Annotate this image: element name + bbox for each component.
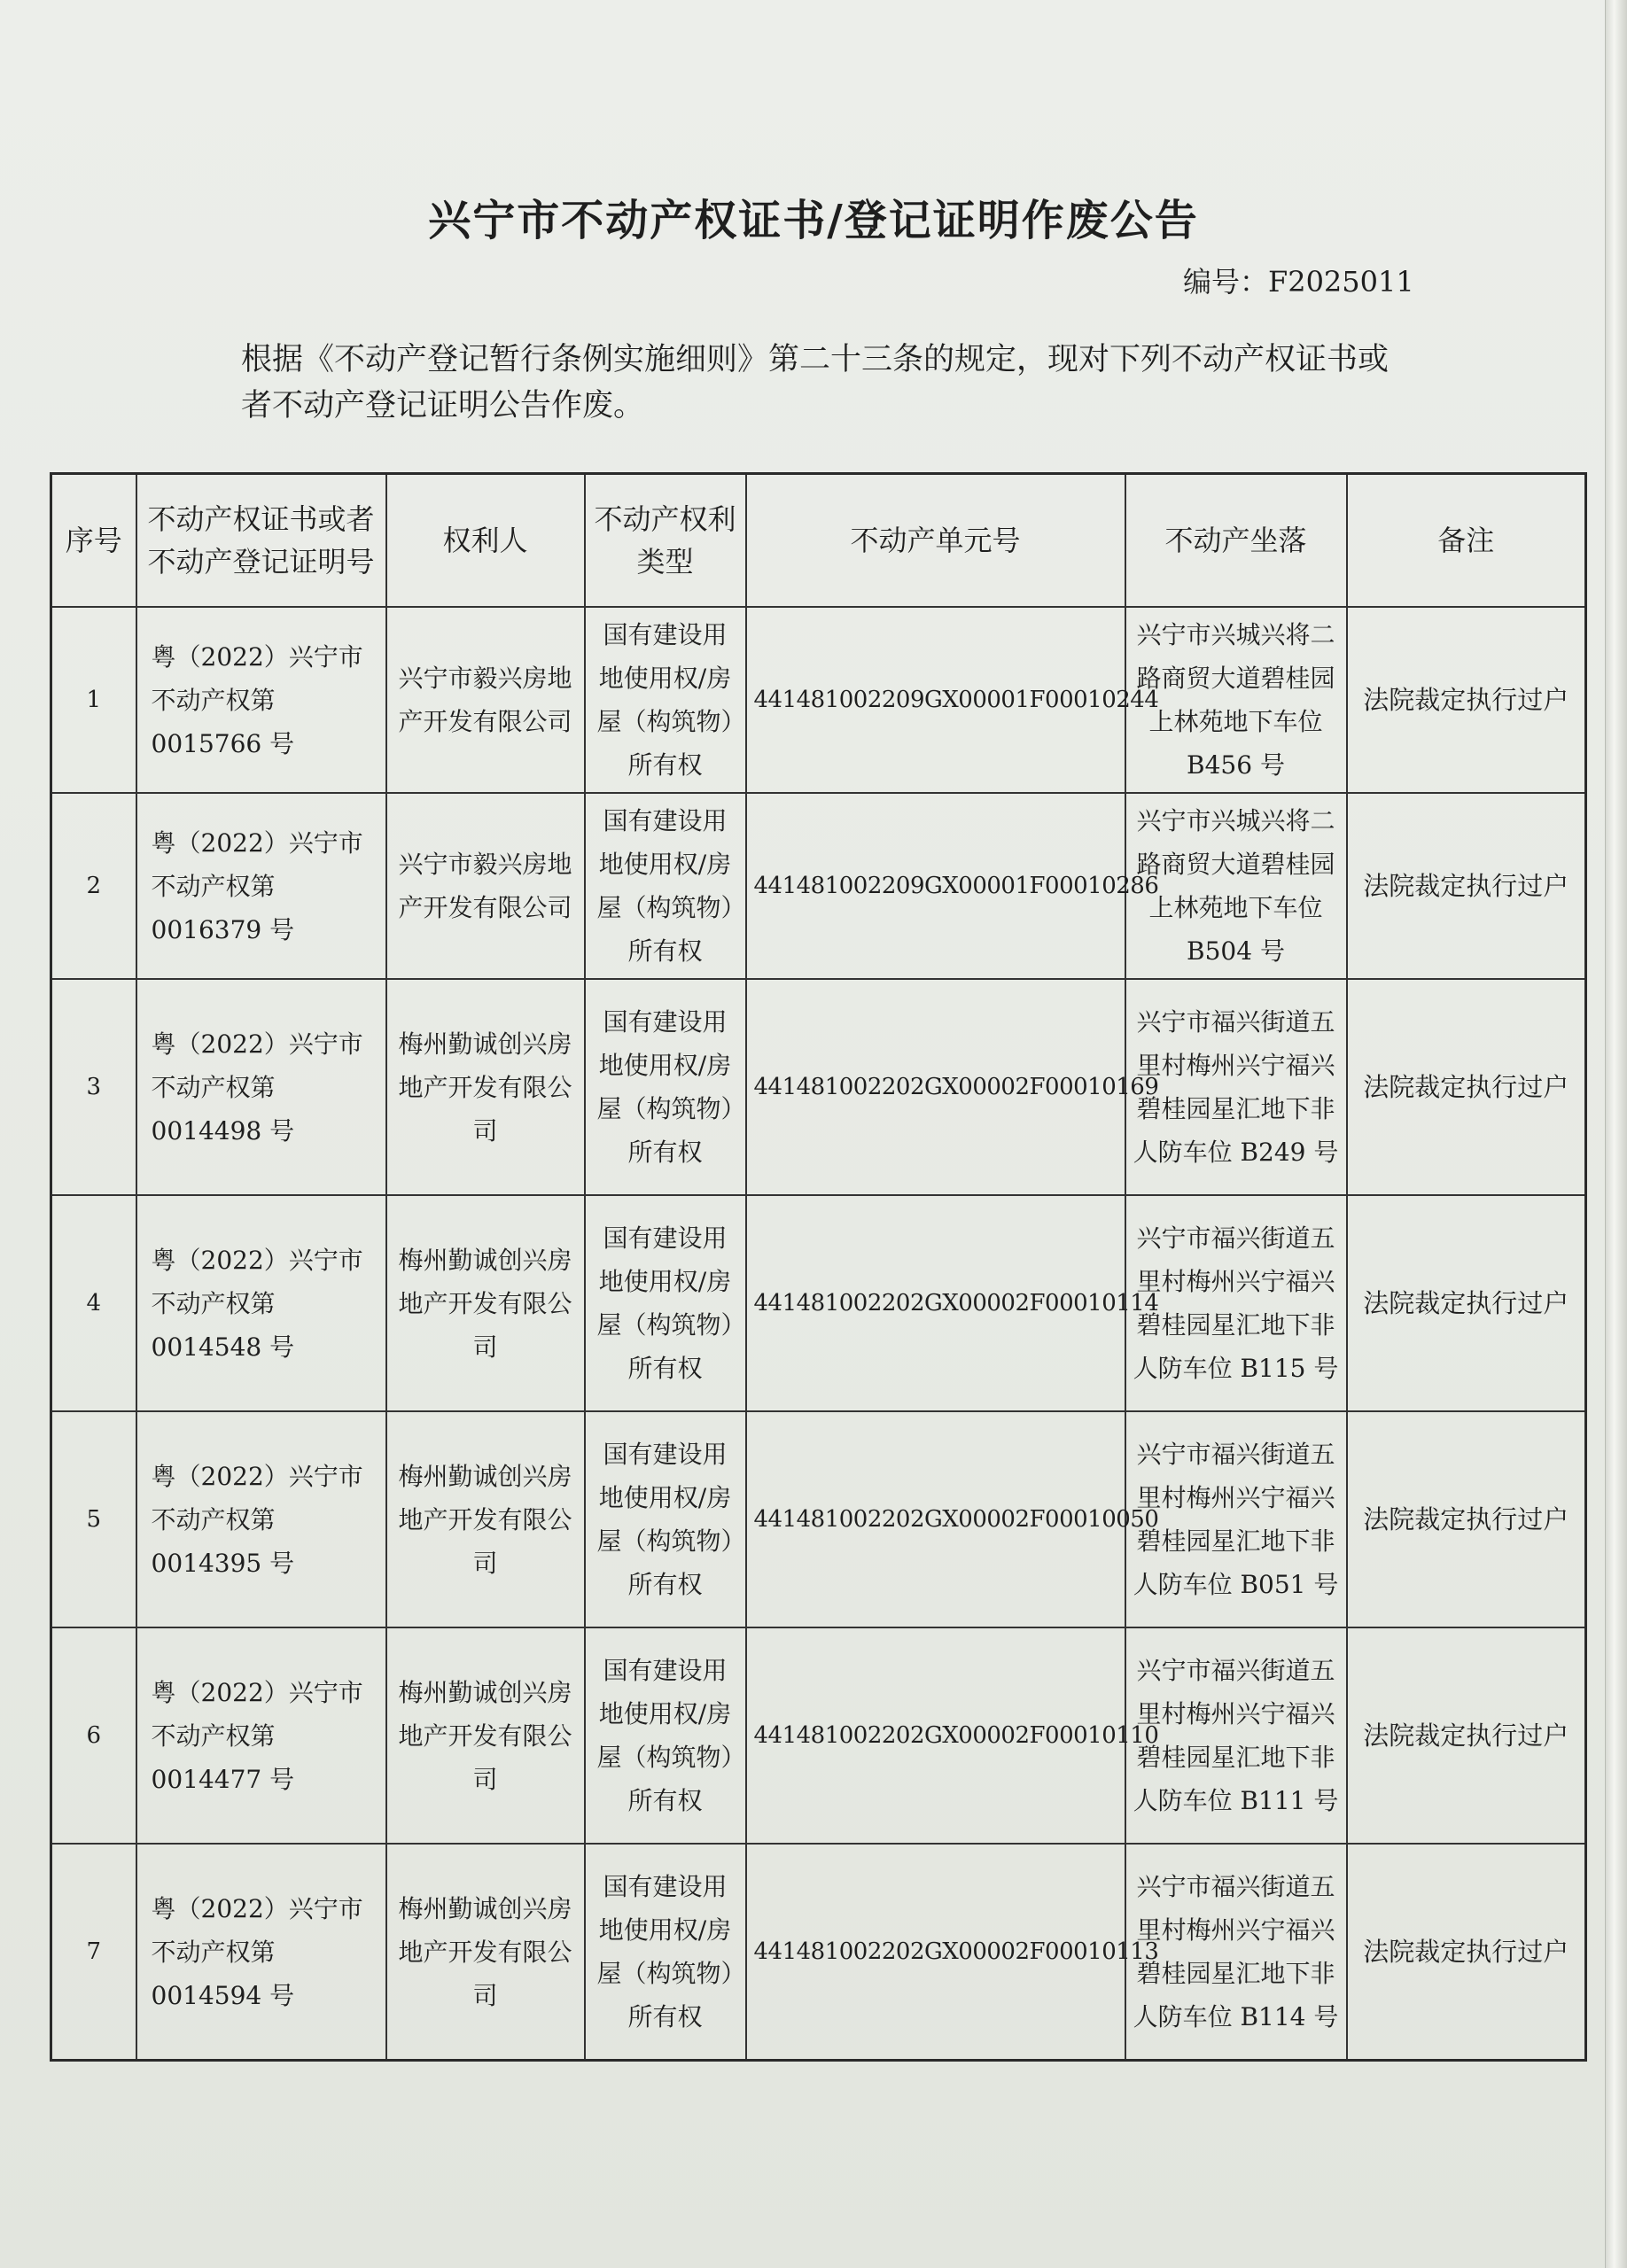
cell-holder: 梅州勤诚创兴房地产开发有限公司 [386,1844,585,2061]
cell-seq: 5 [51,1411,136,1627]
cell-location: 兴宁市福兴街道五里村梅州兴宁福兴碧桂园星汇地下非人防车位 B249 号 [1125,979,1347,1195]
cell-right-type: 国有建设用地使用权/房屋（构筑物）所有权 [585,1195,746,1411]
cell-right-type: 国有建设用地使用权/房屋（构筑物）所有权 [585,1844,746,2061]
header-cert: 不动产权证书或者不动产登记证明号 [136,474,386,608]
cell-location: 兴宁市兴城兴将二路商贸大道碧桂园上林苑地下车位 B504 号 [1125,793,1347,979]
cell-remark: 法院裁定执行过户 [1347,1844,1586,2061]
cell-holder: 兴宁市毅兴房地产开发有限公司 [386,607,585,793]
cell-holder: 梅州勤诚创兴房地产开发有限公司 [386,1411,585,1627]
cell-location: 兴宁市兴城兴将二路商贸大道碧桂园上林苑地下车位 B456 号 [1125,607,1347,793]
cell-cert: 粤（2022）兴宁市不动产权第 0014548 号 [136,1195,386,1411]
cell-right-type: 国有建设用地使用权/房屋（构筑物）所有权 [585,793,746,979]
cell-location: 兴宁市福兴街道五里村梅州兴宁福兴碧桂园星汇地下非人防车位 B111 号 [1125,1627,1347,1844]
page-edge [1605,0,1627,2268]
cell-unit-no: 441481002202GX00002F00010114 [746,1195,1125,1411]
table-row [51,1844,1586,2061]
table-row [51,979,1586,1195]
page-title: 兴宁市不动产权证书/登记证明作废公告 [428,196,1199,245]
cell-cert: 粤（2022）兴宁市不动产权第 0014594 号 [136,1844,386,2061]
header-remark: 备注 [1347,474,1586,608]
cell-cert: 粤（2022）兴宁市不动产权第 0016379 号 [136,793,386,979]
cell-seq: 4 [51,1195,136,1411]
table-row [51,1195,1586,1411]
cell-seq: 7 [51,1844,136,2061]
cell-unit-no: 441481002202GX00002F00010169 [746,979,1125,1195]
cell-right-type: 国有建设用地使用权/房屋（构筑物）所有权 [585,1411,746,1627]
cell-cert: 粤（2022）兴宁市不动产权第 0015766 号 [136,607,386,793]
cell-remark: 法院裁定执行过户 [1347,1411,1586,1627]
cell-cert: 粤（2022）兴宁市不动产权第 0014498 号 [136,979,386,1195]
cell-unit-no: 441481002209GX00001F00010286 [746,793,1125,979]
cell-cert: 粤（2022）兴宁市不动产权第 0014477 号 [136,1627,386,1844]
cell-seq: 3 [51,979,136,1195]
cell-remark: 法院裁定执行过户 [1347,1195,1586,1411]
cell-unit-no: 441481002202GX00002F00010050 [746,1411,1125,1627]
header-right-type: 不动产权利类型 [585,474,746,608]
cell-right-type: 国有建设用地使用权/房屋（构筑物）所有权 [585,979,746,1195]
intro-paragraph: 根据《不动产登记暂行条例实施细则》第二十三条的规定，现对下列不动产权证书或者不动产登记证明公告作废。 [241,342,1390,423]
cell-seq: 2 [51,793,136,979]
header-location: 不动产坐落 [1125,474,1347,608]
table-row [51,1627,1586,1844]
cell-holder: 梅州勤诚创兴房地产开发有限公司 [386,1627,585,1844]
cell-unit-no: 441481002209GX00001F00010244 [746,607,1125,793]
cell-location: 兴宁市福兴街道五里村梅州兴宁福兴碧桂园星汇地下非人防车位 B115 号 [1125,1195,1347,1411]
header-unit-no: 不动产单元号 [746,474,1125,608]
table-row [51,607,1586,793]
cell-location: 兴宁市福兴街道五里村梅州兴宁福兴碧桂园星汇地下非人防车位 B114 号 [1125,1844,1347,2061]
document-number: 编号：F2025011 [1183,265,1414,299]
table-row [51,1411,1586,1627]
void-notice-table [50,472,1587,2062]
cell-seq: 6 [51,1627,136,1844]
cell-remark: 法院裁定执行过户 [1347,979,1586,1195]
cell-unit-no: 441481002202GX00002F00010113 [746,1844,1125,2061]
header-holder: 权利人 [386,474,585,608]
cell-right-type: 国有建设用地使用权/房屋（构筑物）所有权 [585,607,746,793]
cell-remark: 法院裁定执行过户 [1347,1627,1586,1844]
cell-unit-no: 441481002202GX00002F00010110 [746,1627,1125,1844]
header-seq: 序号 [51,474,136,608]
cell-holder: 兴宁市毅兴房地产开发有限公司 [386,793,585,979]
table-row [51,793,1586,979]
cell-location: 兴宁市福兴街道五里村梅州兴宁福兴碧桂园星汇地下非人防车位 B051 号 [1125,1411,1347,1627]
cell-cert: 粤（2022）兴宁市不动产权第 0014395 号 [136,1411,386,1627]
cell-holder: 梅州勤诚创兴房地产开发有限公司 [386,979,585,1195]
cell-seq: 1 [51,607,136,793]
cell-right-type: 国有建设用地使用权/房屋（构筑物）所有权 [585,1627,746,1844]
cell-remark: 法院裁定执行过户 [1347,607,1586,793]
table-header-row [51,474,1586,608]
cell-holder: 梅州勤诚创兴房地产开发有限公司 [386,1195,585,1411]
cell-remark: 法院裁定执行过户 [1347,793,1586,979]
